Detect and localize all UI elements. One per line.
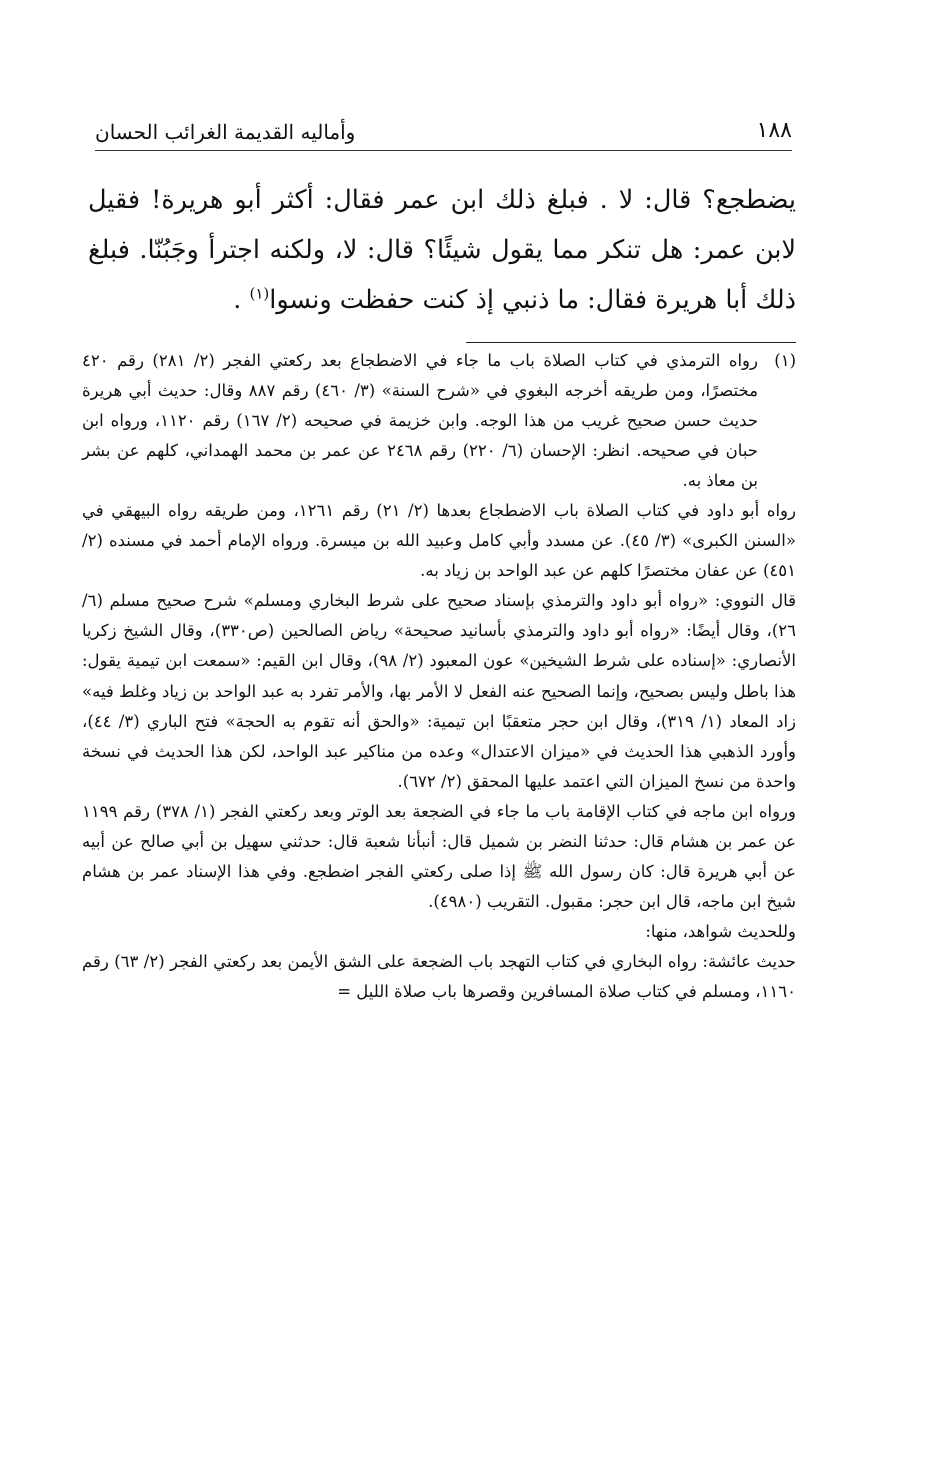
footnote-paragraph: رواه الترمذي في كتاب الصلاة باب ما جاء في الاضطجاع بعد ركعتي الفجر (٢/ ٢٨١) رقم ٤٢٠ مختصرًا، ومن طريقه أخرجه البغوي في «شرح السنة» (٣/ ٤٦٠) رقم ٨٨٧ وقال: حديث أبي هريرة حديث حسن صحيح غريب من هذا الوجه. وابن خزيمة في صحيحه (٢/ ١٦٧) رقم ١١٢٠، ورواه ابن حبان في صحيحه. انظر: الإحسان (٦/ ٢٢٠) رقم ٢٤٦٨ عن عمر بن محمد الهمداني، كلهم عن بشر بن معاذ به. [82, 351, 759, 491]
main-paragraph: يضطجع؟ قال: لا . فبلغ ذلك ابن عمر فقال: أكثر أبو هريرة! فقيل لابن عمر: هل تنكر مما يقول شيئًا؟ قال: لا، ولكنه اجترأ وجَبُنّا. فبلغ ذلك أبا هريرة فقال: ما ذنبي إذ كنت حفظت ونسوا [88, 185, 796, 315]
header-divider [95, 150, 792, 151]
footnote-reference: (١) [249, 284, 270, 303]
main-paragraph-end: . [233, 285, 250, 315]
footnote-paragraph: ورواه ابن ماجه في كتاب الإقامة باب ما جاء في الضجعة بعد الوتر وبعد ركعتي الفجر (١/ ٣٧٨) رقم ١١٩٩ عن عمر بن هشام قال: حدثنا النضر بن شميل قال: أنبأنا شعبة قال: حدثني سهيل بن أبي صالح عن أبيه عن أبي هريرة قال: كان رسول الله ﷺ إذا صلى ركعتي الفجر اضطجع. وفي هذا الإسناد عمر بن هشام شيخ ابن ماجه، قال ابن حجر: مقبول. التقريب (٤٩٨٠). [82, 801, 796, 911]
footnote-marker: (١) [774, 351, 796, 370]
main-text [88, 175, 796, 325]
footnote-divider [466, 342, 796, 343]
footnote-1 [82, 346, 796, 496]
footnote-paragraph: حديث عائشة: رواه البخاري في كتاب التهجد باب الضجعة على الشق الأيمن بعد ركعتي الفجر (٢/ ٦٣) رقم ١١٦٠، ومسلم في كتاب صلاة المسافرين وقصرها باب صلاة الليل = [82, 951, 796, 1001]
footnotes [82, 346, 796, 1007]
footnote-paragraph: رواه أبو داود في كتاب الصلاة باب الاضطجاع بعدها (٢/ ٢١) رقم ١٢٦١، ومن طريقه رواه البيهقي في «السنن الكبرى» (٣/ ٤٥). عن مسدد وأبي كامل وعبيد الله بن ميسرة. ورواه الإمام أحمد في مسنده (٢/ ٤٥١) عن عفان مختصرًا كلهم عن عبد الواحد بن زياد به. [82, 501, 796, 581]
footnote-paragraph: قال النووي: «رواه أبو داود والترمذي بإسناد صحيح على شرط البخاري ومسلم» شرح صحيح مسلم (٦/ ٢٦)، وقال أيضًا: «رواه أبو داود والترمذي بأسانيد صحيحة» رياض الصالحين (ص٣٣٠)، وقال الشيخ زكريا الأنصاري: «إسناده على شرط الشيخين» عون المعبود (٢/ ٩٨)، وقال ابن القيم: «سمعت ابن تيمية يقول: هذا باطل وليس بصحيح، وإنما الصحيح عنه الفعل لا الأمر بها، والأمر تفرد به عبد الواحد بن زياد وغلط فيه» زاد المعاد (١/ ٣١٩)، وقال ابن حجر متعقبًا ابن تيمية: «والحق أنه تقوم به الحجة» فتح الباري (٣/ ٤٤)، وأورد الذهبي هذا الحديث في «ميزان الاعتدال» وعده من مناكير عبد الواحد، لكن هذا الحديث في نسخة واحدة من نسخ الميزان التي اعتمد عليها المحقق (٢/ ٦٧٢). [82, 591, 796, 791]
running-title: وأماليه القديمة الغرائب الحسان [95, 120, 356, 144]
page-header [95, 118, 792, 148]
footnote-paragraph: وللحديث شواهد، منها: [645, 921, 796, 941]
page-number: ١٨٨ [756, 118, 792, 143]
